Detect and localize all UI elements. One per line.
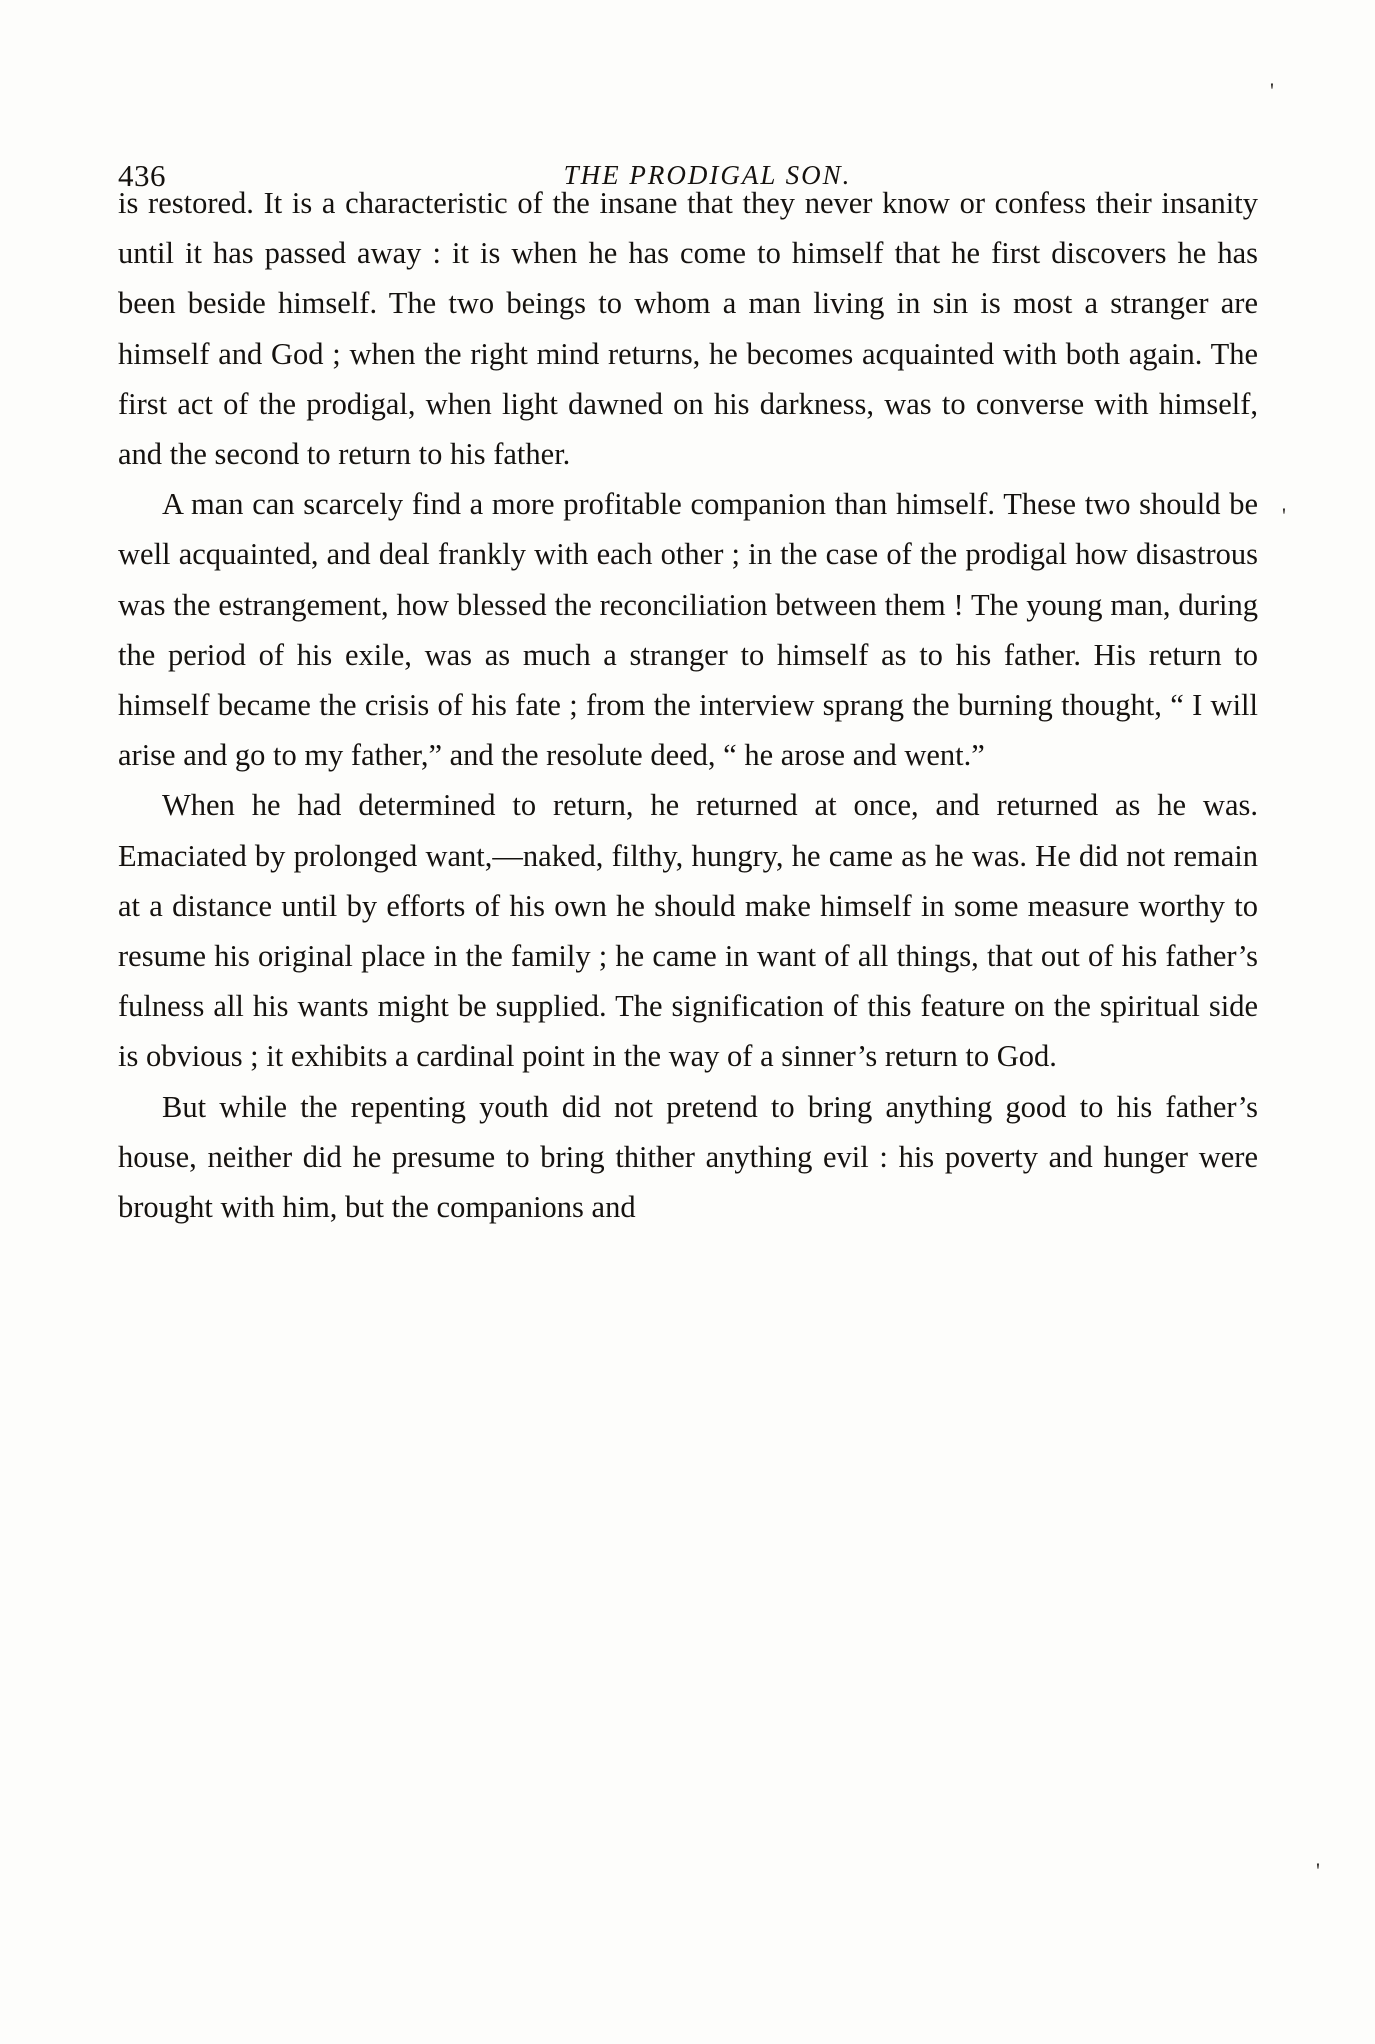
running-head: THE PRODIGAL SON. xyxy=(563,160,852,190)
paragraph: But while the repenting youth did not pretend to bring anything good to his father’s house, neither did he presume to bring thither anything evil : his poverty and hunger were brought with him, but the companions and xyxy=(118,1089,1258,1225)
page-number: 436 xyxy=(118,158,166,193)
paragraph: is restored. It is a characteristic of the insane that they never know or confess their insanity until it has passed away : it is when he has come to himself that he first discovers he has been beside himself. The two beings to whom a man living in sin is most a stranger are himself and God ; when the right mind returns, he becomes acquainted with both again. The first act of the prodigal, when light dawned on his darkness, was to converse with himself, and the second to return to his father. xyxy=(118,186,1258,472)
page-body xyxy=(118,178,1258,1232)
page-header xyxy=(0,78,1375,193)
margin-mark-middle: ' xyxy=(1282,503,1286,528)
margin-mark-top: ' xyxy=(1270,78,1274,103)
paragraph: A man can scarcely find a more profitable companion than himself. These two should be well acquainted, and deal frankly with each other ; in the case of the prodigal how disastrous was the estrangement, how blessed the reconciliation between them ! The young man, during the period of his exile, was as much a stranger to himself as to his father. His return to himself became the crisis of his fate ; from the interview sprang the burning thought, “ I will arise and go to my father,” and the resolute deed, “ he arose and went.” xyxy=(118,487,1258,773)
margin-mark-bottom: ' xyxy=(1316,1858,1320,1883)
paragraph: When he had determined to return, he returned at once, and returned as he was. Emaciated by prolonged want,—naked, filthy, hungry, he came as he was. He did not remain at a distance until by efforts of his own he should make himself in some measure worthy to resume his original place in the family ; he came in want of all things, that out of his father’s fulness all his wants might be supplied. The signification of this feature on the spiritual side is obvious ; it exhibits a cardinal point in the way of a sinner’s return to God. xyxy=(118,788,1258,1074)
